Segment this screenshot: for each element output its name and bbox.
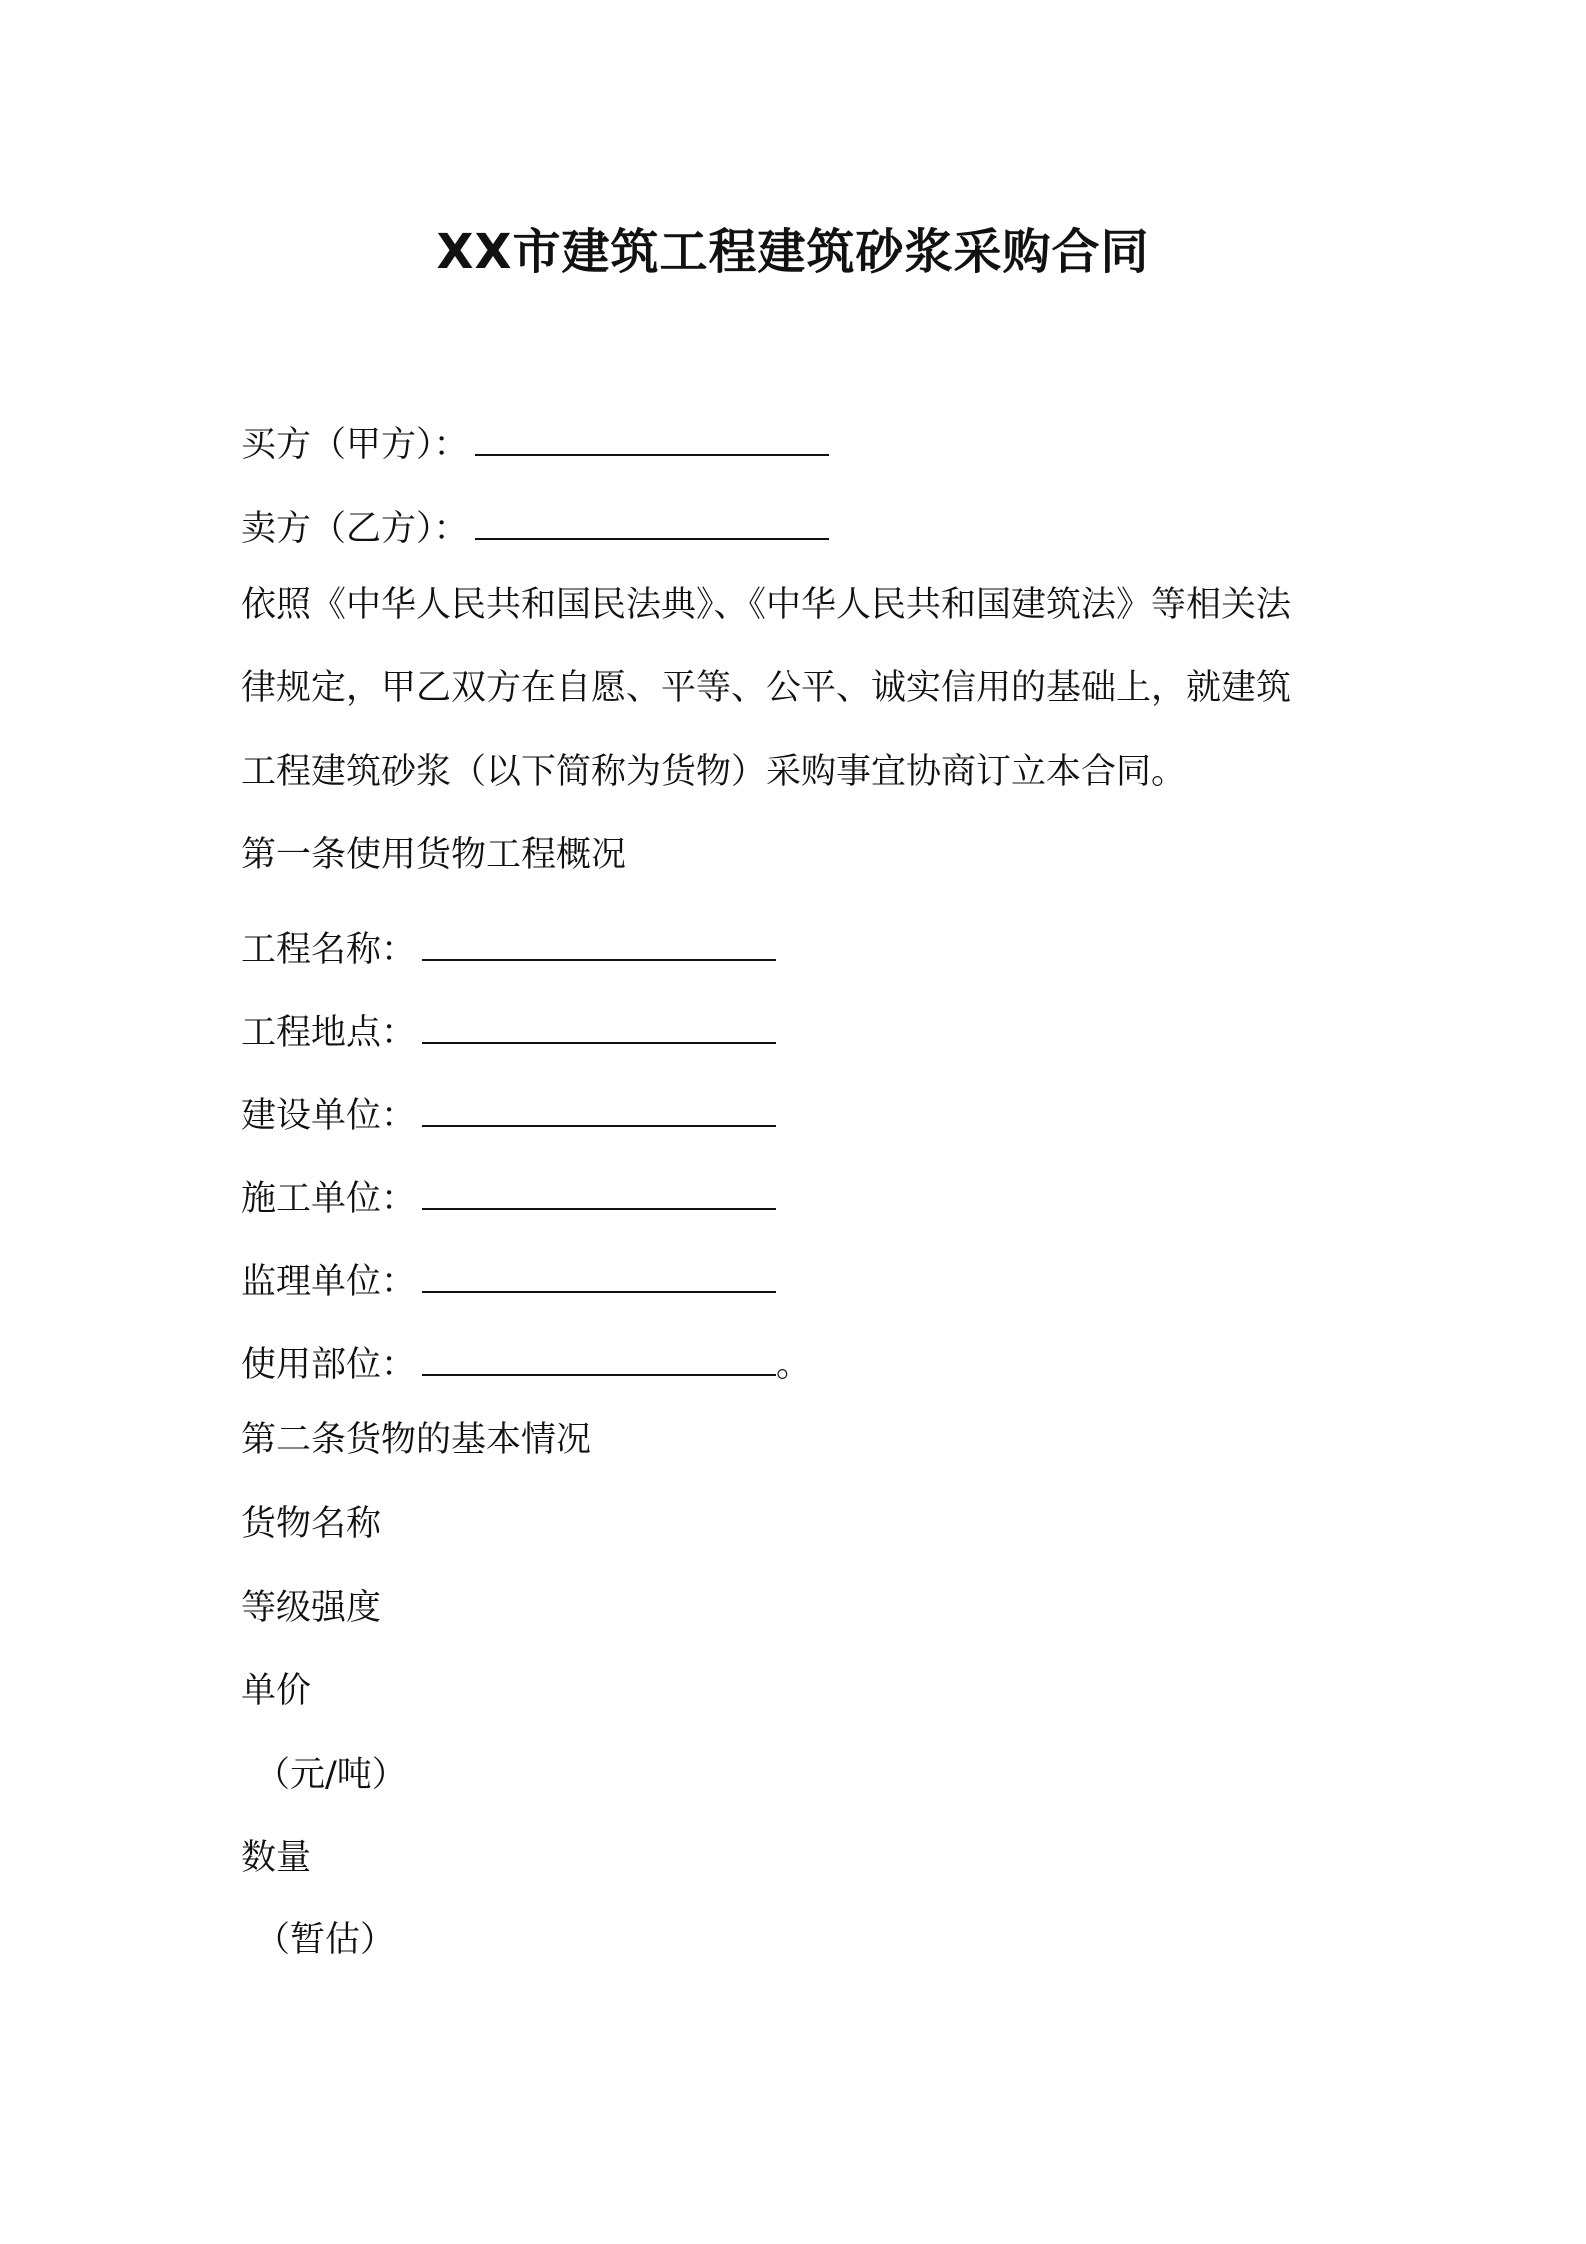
unit-price: 单价: [241, 1671, 312, 1711]
seller-line: [241, 504, 829, 551]
document-title: XX市建筑工程建筑砂浆采购合同: [436, 224, 1150, 280]
field-blank[interactable]: [422, 1174, 776, 1210]
buyer-blank[interactable]: [475, 420, 829, 456]
field-label: 工程地点：: [241, 1013, 417, 1053]
field-label: 施工单位：: [241, 1179, 417, 1219]
field-label: 工程名称：: [241, 930, 417, 970]
goods-name: 货物名称: [241, 1504, 382, 1544]
seller-blank[interactable]: [475, 504, 829, 540]
field-label: 监理单位：: [241, 1262, 417, 1302]
seller-label: 卖方（乙方）：: [241, 509, 469, 549]
field-builder-unit: [241, 1174, 776, 1221]
field-label: 使用部位：: [241, 1345, 417, 1385]
intro-line-1: 依照《中华人民共和国民法典》、《中华人民共和国建筑法》等相关法: [241, 585, 1292, 625]
grade-strength: 等级强度: [241, 1588, 382, 1628]
quantity: 数量: [241, 1838, 312, 1878]
field-usage-location: [241, 1340, 811, 1387]
buyer-line: [241, 420, 829, 467]
buyer-label: 买方（甲方）：: [241, 425, 469, 465]
intro-line-2: 律规定，甲乙双方在自愿、平等、公平、诚实信用的基础上，就建筑: [241, 668, 1292, 708]
field-label: 建设单位：: [241, 1096, 417, 1136]
field-supervision-unit: [241, 1257, 776, 1304]
field-blank[interactable]: [422, 1257, 776, 1293]
article1-heading: 第一条使用货物工程概况: [241, 835, 627, 875]
unit-price-unit: （元/吨）: [255, 1755, 407, 1795]
field-construction-unit: [241, 1091, 776, 1138]
field-blank[interactable]: [422, 1008, 776, 1044]
intro-line-3: 工程建筑砂浆（以下简称为货物）采购事宜协商订立本合同。: [241, 752, 1187, 792]
field-blank[interactable]: [422, 1091, 776, 1127]
field-blank[interactable]: [422, 1340, 776, 1376]
field-suffix: 。: [776, 1345, 812, 1385]
field-project-location: [241, 1008, 776, 1055]
field-project-name: [241, 925, 776, 972]
field-blank[interactable]: [422, 925, 776, 961]
quantity-note: （暂估）: [255, 1920, 396, 1960]
article2-heading: 第二条货物的基本情况: [241, 1420, 592, 1460]
